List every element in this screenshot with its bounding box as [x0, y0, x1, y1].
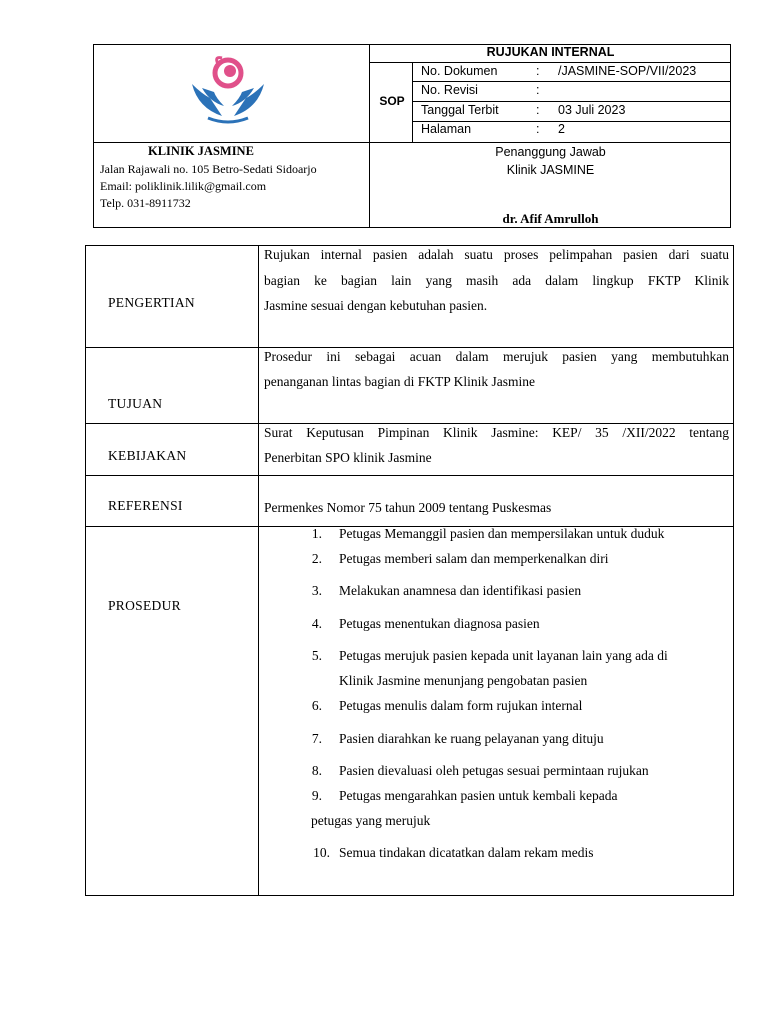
- document-title: RUJUKAN INTERNAL: [486, 45, 615, 59]
- meta-value-halaman: 2: [558, 122, 565, 136]
- meta-colon: :: [536, 122, 540, 136]
- header-row-divider: [94, 142, 731, 143]
- responsible-title: Penanggung Jawab: [495, 145, 606, 159]
- clinic-name: KLINIK JASMINE: [148, 144, 254, 158]
- meta-row-divider: [412, 81, 731, 82]
- step-text: Pasien dievaluasi oleh petugas sesuai permintaan rujukan: [339, 763, 649, 778]
- title-divider: [369, 62, 731, 63]
- pengertian-line: bagian ke bagian lain yang masih ada dalam lingkup FKTP Klinik: [264, 273, 729, 288]
- meta-colon: :: [536, 103, 540, 117]
- pengertian-line: Rujukan internal pasien adalah suatu proses pelimpahan pasien dari suatu: [264, 247, 729, 262]
- meta-key-tanggal-terbit: Tanggal Terbit: [421, 103, 499, 117]
- meta-row-divider: [412, 101, 731, 102]
- meta-colon: :: [536, 83, 540, 97]
- step-number: 7.: [311, 731, 322, 746]
- responsible-doctor: dr. Afif Amrulloh: [502, 211, 599, 226]
- step-number: 6.: [311, 698, 322, 713]
- step-text: Petugas merujuk pasien kepada unit layanan lain yang ada di: [339, 648, 668, 663]
- tujuan-line: Prosedur ini sebagai acuan dalam merujuk pasien yang membutuhkan: [264, 349, 729, 364]
- step-text: Petugas menentukan diagnosa pasien: [339, 616, 540, 631]
- step-number: 10.: [313, 845, 330, 860]
- logo-figure: [224, 65, 236, 77]
- step-number: 1.: [311, 526, 322, 541]
- step-number: 9.: [311, 788, 322, 803]
- meta-value-tanggal-terbit: 03 Juli 2023: [558, 103, 626, 117]
- table-row-divider: [86, 475, 734, 476]
- step-text: Melakukan anamnesa dan identifikasi pasien: [339, 583, 582, 598]
- step-text: Petugas menulis dalam form rujukan internal: [339, 698, 583, 713]
- tujuan-line: penanganan lintas bagian di FKTP Klinik Jasmine: [264, 374, 535, 389]
- step-text-continued: petugas yang merujuk: [311, 813, 431, 828]
- step-text: Semua tindakan dicatatkan dalam rekam medis: [339, 845, 594, 860]
- table-column-divider: [258, 246, 259, 896]
- section-label-prosedur: PROSEDUR: [108, 598, 181, 613]
- clinic-email: Email: poliklinik.lilik@gmail.com: [100, 179, 267, 193]
- section-label-tujuan: TUJUAN: [108, 396, 163, 411]
- step-text: Petugas mengarahkan pasien untuk kembali kepada: [339, 788, 618, 803]
- step-number: 8.: [311, 763, 322, 778]
- section-label-referensi: REFERENSI: [108, 498, 183, 513]
- step-number: 4.: [311, 616, 322, 631]
- step-number: 3.: [311, 583, 322, 598]
- meta-key-no-revisi: No. Revisi: [421, 83, 478, 97]
- header-divider: [369, 45, 370, 228]
- logo-base: [208, 118, 248, 122]
- step-text-continued: Klinik Jasmine menunjang pengobatan pasien: [339, 673, 588, 688]
- kebijakan-line: Surat Keputusan Pimpinan Klinik Jasmine: KEP/ 35 /XII/2022 tentang: [264, 425, 729, 440]
- clinic-logo: [188, 54, 268, 130]
- meta-key-no-dokumen: No. Dokumen: [421, 64, 498, 78]
- meta-colon: :: [536, 64, 540, 78]
- clinic-phone: Telp. 031-8911732: [100, 196, 191, 210]
- sop-label: SOP: [379, 94, 405, 108]
- clinic-address: Jalan Rajawali no. 105 Betro-Sedati Sidoarjo: [100, 162, 317, 176]
- step-text: Pasien diarahkan ke ruang pelayanan yang dituju: [339, 731, 604, 746]
- section-label-kebijakan: KEBIJAKAN: [108, 448, 187, 463]
- referensi-text: Permenkes Nomor 75 tahun 2009 tentang Puskesmas: [264, 500, 552, 515]
- step-number: 2.: [311, 551, 322, 566]
- step-text: Petugas Memanggil pasien dan mempersilakan untuk duduk: [339, 526, 665, 541]
- step-text: Petugas memberi salam dan memperkenalkan diri: [339, 551, 609, 566]
- kebijakan-line: Penerbitan SPO klinik Jasmine: [264, 450, 432, 465]
- responsible-unit: Klinik JASMINE: [506, 163, 595, 177]
- meta-key-halaman: Halaman: [421, 122, 472, 136]
- pengertian-line: Jasmine sesuai dengan kebutuhan pasien.: [264, 298, 488, 313]
- sop-divider: [412, 62, 413, 142]
- step-number: 5.: [311, 648, 322, 663]
- section-label-pengertian: PENGERTIAN: [108, 295, 195, 310]
- meta-value-no-dokumen: /JASMINE-SOP/VII/2023: [558, 64, 697, 78]
